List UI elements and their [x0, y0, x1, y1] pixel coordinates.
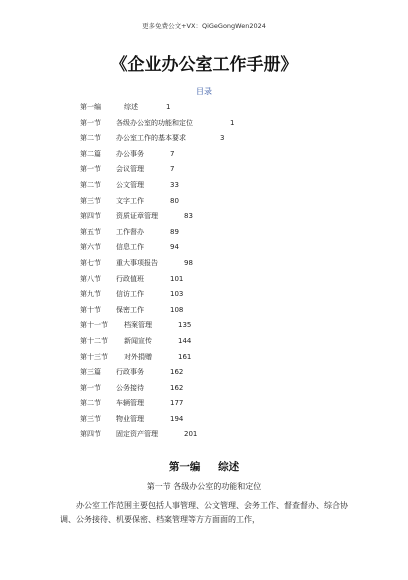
toc-entry-page: 194	[170, 414, 184, 423]
section-title: 第一编 综述	[168, 461, 240, 473]
header-note: 更多免费公文+VX：QiGeGongWen2024	[142, 22, 266, 30]
toc-entry-page: 98	[184, 258, 193, 267]
toc-entry[interactable]	[80, 194, 380, 210]
toc-entry-title: 各级办公室的功能和定位	[116, 118, 193, 127]
toc-entry-title: 固定资产管理	[116, 430, 158, 439]
toc-entry-title: 档案管理	[124, 321, 152, 330]
toc-entry-page: 135	[178, 321, 192, 330]
toc-entry-page: 1	[230, 118, 235, 127]
toc-entry-title: 信息工作	[116, 243, 144, 252]
toc-entry-number: 第三节	[80, 196, 101, 205]
toc-entry-title: 行政事务	[116, 368, 144, 377]
toc-entry-title: 行政值班	[116, 274, 144, 283]
toc-entry[interactable]	[80, 131, 380, 147]
table-of-contents	[80, 100, 380, 443]
toc-entry-page: 177	[170, 399, 184, 408]
toc-entry-number: 第一节	[80, 383, 101, 392]
toc-entry-number: 第四节	[80, 430, 101, 439]
toc-entry[interactable]	[80, 318, 380, 334]
toc-entry[interactable]	[80, 209, 380, 225]
body-paragraph: 办公室工作范围主要包括人事管理、公文管理、会务工作、督查督办、综合协调、公务接待、机要保密、档案管理等方方面面的工作，	[60, 501, 348, 524]
toc-entry[interactable]	[80, 162, 380, 178]
toc-entry-page: 7	[170, 165, 175, 174]
toc-entry-number: 第六节	[80, 243, 101, 252]
toc-entry[interactable]	[80, 334, 380, 350]
toc-entry[interactable]	[80, 303, 380, 319]
toc-entry-title: 工作督办	[116, 227, 144, 236]
toc-entry[interactable]	[80, 287, 380, 303]
toc-entry-title: 新闻宣传	[124, 336, 152, 345]
toc-entry-number: 第七节	[80, 258, 101, 267]
toc-entry-page: 101	[170, 274, 184, 283]
toc-entry-number: 第二篇	[80, 149, 101, 158]
subsection-title: 第一节 各级办公室的功能和定位	[146, 482, 262, 491]
toc-entry[interactable]	[80, 147, 380, 163]
toc-entry-page: 201	[184, 430, 198, 439]
toc-entry[interactable]	[80, 381, 380, 397]
toc-entry-number: 第二节	[80, 134, 101, 143]
toc-entry-number: 第五节	[80, 227, 101, 236]
toc-entry-number: 第一节	[80, 165, 101, 174]
toc-entry-page: 103	[170, 290, 184, 299]
toc-entry-number: 第一节	[80, 118, 101, 127]
toc-entry-page: 89	[170, 227, 179, 236]
toc-entry-page: 161	[178, 352, 192, 361]
toc-entry-number: 第十三节	[80, 352, 108, 361]
toc-entry-page: 144	[178, 336, 192, 345]
toc-entry-title: 对外捐赠	[124, 352, 152, 361]
toc-entry-number: 第一编	[80, 103, 101, 111]
toc-entry-page: 33	[170, 180, 179, 189]
toc-entry[interactable]	[80, 272, 380, 288]
toc-entry-page: 3	[220, 134, 225, 143]
toc-entry[interactable]	[80, 178, 380, 194]
toc-entry-number: 第九节	[80, 290, 101, 299]
toc-entry-page: 80	[170, 196, 179, 205]
toc-entry-title: 信访工作	[116, 290, 144, 299]
toc-entry-page: 108	[170, 305, 184, 314]
toc-entry[interactable]	[80, 256, 380, 272]
toc-entry-title: 办公事务	[116, 149, 144, 158]
toc-entry-title: 物业管理	[116, 414, 144, 423]
toc-entry-page: 83	[184, 212, 193, 221]
toc-entry-number: 第三篇	[80, 368, 101, 377]
toc-entry[interactable]	[80, 412, 380, 428]
toc-entry-page: 94	[170, 243, 179, 252]
toc-entry-number: 第二节	[80, 399, 101, 408]
toc-entry-title: 公文管理	[116, 180, 144, 189]
toc-entry-title: 资质证章管理	[116, 212, 158, 221]
toc-entry[interactable]	[80, 350, 380, 366]
toc-entry-number: 第十二节	[80, 336, 108, 345]
toc-entry-page: 1	[166, 103, 171, 111]
toc-entry-page: 7	[170, 149, 175, 158]
toc-entry-title: 综述	[124, 103, 138, 111]
toc-entry-title: 保密工作	[116, 305, 144, 314]
toc-entry[interactable]	[80, 100, 380, 116]
toc-entry-number: 第二节	[80, 180, 101, 189]
toc-entry[interactable]	[80, 396, 380, 412]
toc-entry[interactable]	[80, 427, 380, 443]
toc-entry-title: 文字工作	[116, 196, 144, 205]
toc-entry[interactable]	[80, 365, 380, 381]
toc-entry-page: 162	[170, 368, 184, 377]
toc-entry-number: 第八节	[80, 274, 101, 283]
toc-entry-title: 车辆管理	[116, 399, 144, 408]
toc-entry-title: 公务接待	[116, 383, 144, 392]
toc-entry[interactable]	[80, 225, 380, 241]
toc-entry[interactable]	[80, 240, 380, 256]
toc-entry-number: 第三节	[80, 414, 101, 423]
toc-entry-number: 第十节	[80, 305, 101, 314]
document-title: 《企业办公室工作手册》	[110, 55, 298, 75]
toc-entry-title: 重大事项报告	[116, 258, 158, 267]
toc-entry[interactable]	[80, 116, 380, 132]
toc-entry-number: 第十一节	[80, 321, 108, 330]
toc-entry-number: 第四节	[80, 212, 101, 221]
toc-entry-title: 办公室工作的基本要求	[116, 134, 186, 143]
toc-heading[interactable]: 目录	[196, 87, 212, 96]
toc-entry-title: 会议管理	[116, 165, 144, 174]
toc-entry-page: 162	[170, 383, 184, 392]
